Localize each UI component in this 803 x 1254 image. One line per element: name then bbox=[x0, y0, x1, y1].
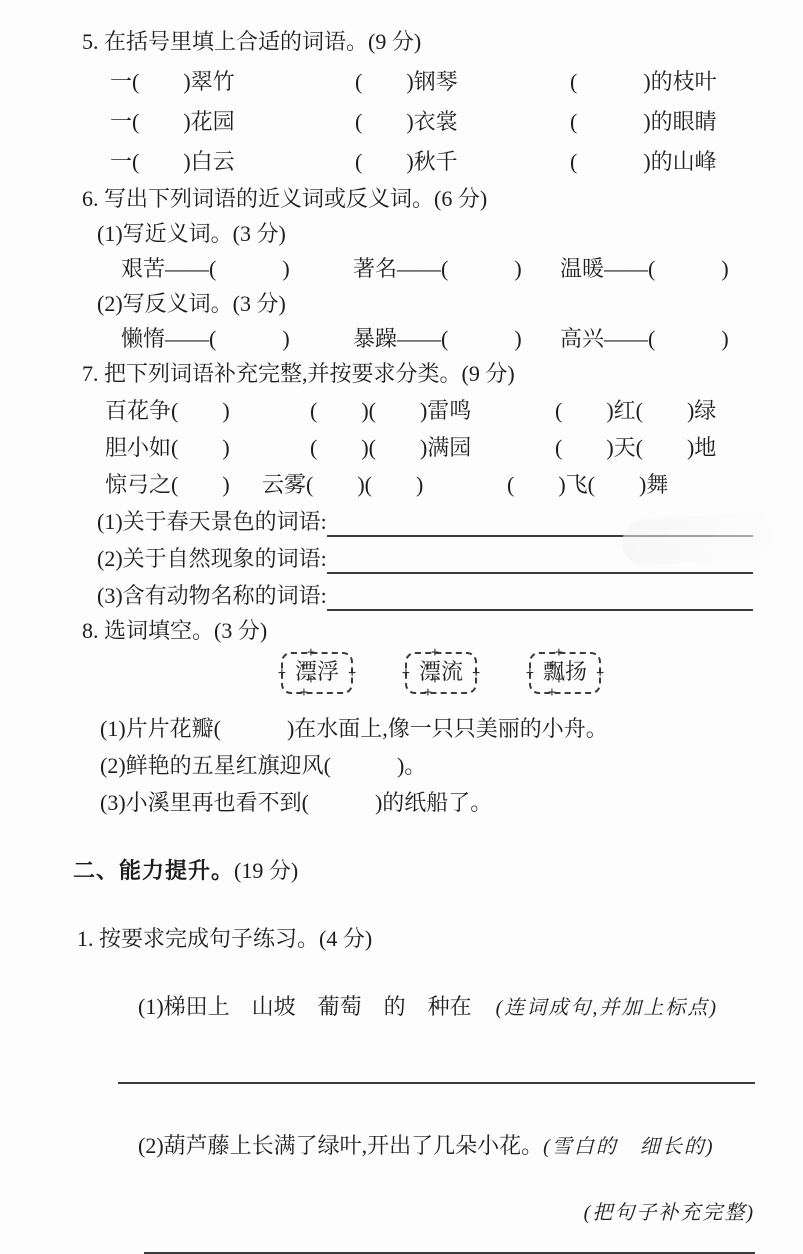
s2q1-item-2 bbox=[0, 1099, 803, 1194]
q5-row-1 bbox=[0, 66, 803, 97]
word-option-box bbox=[529, 652, 601, 694]
q5-row-3 bbox=[0, 146, 803, 177]
answer-underline bbox=[327, 506, 753, 537]
fill-blank-cell: 一( )花园 bbox=[110, 109, 235, 134]
q6-part2-label: (2)写反义词。(3 分) bbox=[97, 291, 286, 316]
answer-line bbox=[118, 1082, 755, 1084]
question-7-heading: 7. 把下列词语补充完整,并按要求分类。(9 分) bbox=[82, 361, 515, 386]
idiom-cell: 百花争( ) bbox=[105, 398, 230, 423]
fill-blank-cell: ( )的枝叶 bbox=[570, 69, 717, 94]
idiom-cell: 胆小如( ) bbox=[105, 435, 230, 460]
antonym-item: 高兴——( ) bbox=[560, 326, 729, 351]
question-6-heading: 6. 写出下列词语的近义词或反义词。(6 分) bbox=[82, 186, 488, 211]
q7-row-1 bbox=[0, 395, 803, 426]
fill-blank-cell: 一( )翠竹 bbox=[110, 69, 235, 94]
q7-row-2 bbox=[0, 432, 803, 463]
q8-item-1: (1)片片花瓣( )在水面上,像一只只美丽的小舟。 bbox=[100, 716, 608, 741]
word-option-label: + + 漂浮 + + bbox=[295, 659, 339, 684]
q7-row-3 bbox=[0, 469, 803, 500]
question-8-heading: 8. 选词填空。(3 分) bbox=[82, 618, 268, 643]
q6-antonym-row bbox=[0, 323, 803, 354]
s2q1-item-1 bbox=[0, 960, 803, 1055]
idiom-cell: 云雾( )( ) bbox=[262, 472, 424, 497]
q7-classify-1 bbox=[0, 506, 803, 537]
idiom-cell: ( )( )雷鸣 bbox=[310, 398, 472, 423]
idiom-cell: ( )天( )地 bbox=[555, 435, 717, 460]
q8-item-2: (2)鲜艳的五星红旗迎风( )。 bbox=[100, 753, 427, 778]
antonym-item: 懒惰——( ) bbox=[121, 326, 290, 351]
section-2 bbox=[0, 824, 803, 1254]
antonym-item: 暴躁——( ) bbox=[353, 326, 522, 351]
s2-question-1-heading: 1. 按要求完成句子练习。(4 分) bbox=[77, 926, 373, 951]
question-6 bbox=[0, 183, 803, 354]
synonym-item: 艰苦——( ) bbox=[121, 256, 290, 281]
idiom-cell: 惊弓之( ) bbox=[105, 472, 230, 497]
q6-synonym-row bbox=[0, 253, 803, 284]
s2q1-item-1-text: (1)梯田上 山坡 葡萄 的 种在 bbox=[138, 994, 472, 1019]
classify-label: (1)关于春天景色的词语: bbox=[97, 509, 327, 534]
question-7 bbox=[0, 358, 803, 611]
synonym-item: 著名——( ) bbox=[353, 256, 522, 281]
answer-underline bbox=[327, 543, 753, 574]
word-option-label: + + 漂流 + + bbox=[419, 659, 463, 684]
question-5 bbox=[0, 26, 803, 177]
word-option-label: + + 飘扬 + + bbox=[543, 659, 587, 684]
section-2-points: (19 分) bbox=[234, 858, 299, 883]
synonym-item: 温暖——( ) bbox=[560, 256, 729, 281]
word-option-row bbox=[281, 652, 803, 694]
idiom-cell: ( )( )满园 bbox=[310, 435, 472, 460]
classify-label: (2)关于自然现象的词语: bbox=[97, 546, 327, 571]
section-2-title: 二、能力提升。 bbox=[73, 858, 235, 883]
fill-blank-cell: 一( )白云 bbox=[110, 149, 235, 174]
answer-underline bbox=[327, 580, 753, 611]
question-5-heading: 5. 在括号里填上合适的词语。(9 分) bbox=[82, 29, 422, 54]
section-2-heading bbox=[0, 824, 803, 917]
idiom-cell: ( )红( )绿 bbox=[555, 398, 717, 423]
s2q1-item-1-note: (连词成句,并加上标点) bbox=[495, 997, 718, 1019]
q7-classify-3 bbox=[0, 580, 803, 611]
q7-classify-2 bbox=[0, 543, 803, 574]
fill-blank-cell: ( )的眼睛 bbox=[570, 109, 717, 134]
q8-item-3: (3)小溪里再也看不到( )的纸船了。 bbox=[100, 790, 493, 815]
fill-blank-cell: ( )的山峰 bbox=[570, 149, 717, 174]
s2q1-item-2-words: (雪白的 细长的) bbox=[543, 1136, 715, 1158]
s2q1-item-2-text: (2)葫芦藤上长满了绿叶,开出了几朵小花。 bbox=[138, 1133, 544, 1158]
question-8 bbox=[0, 615, 803, 818]
fill-blank-cell: ( )衣裳 bbox=[355, 109, 458, 134]
word-option-box bbox=[281, 652, 353, 694]
idiom-cell: ( )飞( )舞 bbox=[507, 472, 669, 497]
q5-row-2 bbox=[0, 106, 803, 137]
q6-part1-label: (1)写近义词。(3 分) bbox=[97, 221, 286, 246]
word-option-box bbox=[405, 652, 477, 694]
s2q1-item-2-note: (把句子补充完整) bbox=[583, 1202, 755, 1224]
fill-blank-cell: ( )秋千 bbox=[355, 149, 458, 174]
fill-blank-cell: ( )钢琴 bbox=[355, 69, 458, 94]
classify-label: (3)含有动物名称的词语: bbox=[97, 583, 327, 608]
